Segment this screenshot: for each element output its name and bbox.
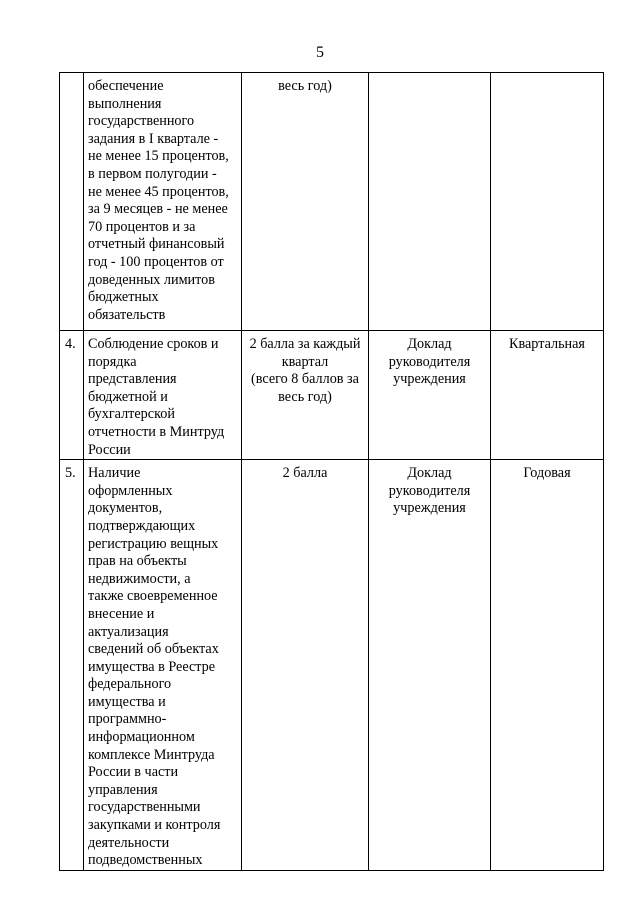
cell-text-line: деятельности (88, 834, 170, 851)
cell-text-line: имущества в Реестре (88, 658, 216, 675)
cell-text-line: учреждения (393, 371, 466, 388)
cell-text-line: государственного (88, 113, 195, 130)
cell-text-line: имущества и (88, 693, 166, 710)
cell-text-line: внесение и (88, 605, 155, 622)
cell-text-line: также своевременное (88, 588, 218, 605)
row-number-cell (60, 73, 84, 331)
table-row (60, 460, 604, 871)
cell-text-line: доведенных лимитов (88, 271, 215, 288)
periodicity-cell (491, 331, 604, 460)
score-cell (242, 331, 369, 460)
cell-text-line: Соблюдение сроков и (88, 336, 219, 352)
cell-text-line: Квартальная (509, 336, 585, 352)
cell-text-line: России (88, 441, 131, 458)
table-row (60, 73, 604, 331)
cell-text-line: государственными (88, 799, 201, 816)
cell-text-line: отчетный финансовый (88, 236, 225, 253)
cell-text-line: руководителя (388, 353, 471, 370)
cell-text-line: 70 процентов и за (88, 218, 196, 235)
cell-text-line: 2 балла за каждый (249, 336, 361, 352)
cell-text-line: оформленных (88, 482, 173, 499)
cell-text-line: 2 балла (282, 465, 328, 482)
cell-text (65, 73, 83, 78)
cell-text-line: учреждения (393, 500, 466, 517)
cell-text-line: руководителя (388, 482, 471, 499)
cell-text-line: подтверждающих (88, 517, 196, 534)
cell-text-line: весь год) (278, 388, 332, 405)
cell-text-line: управления (88, 781, 158, 798)
cell-text-line: программно- (88, 711, 167, 728)
cell-text-line: сведений об объектах (88, 641, 219, 658)
cell-text-line: не менее 15 процентов, (88, 148, 229, 165)
supporting-document-cell (369, 460, 491, 871)
page-number: 5 (316, 44, 324, 61)
cell-text-line: документов, (88, 500, 163, 517)
table-row (60, 331, 604, 460)
cell-text-line: Доклад (407, 336, 452, 352)
cell-text-line: Доклад (407, 465, 452, 482)
cell-text: 5. (65, 465, 76, 482)
cell-text-line: прав на объекты (88, 553, 187, 570)
cell-text-line: регистрацию вещных (88, 535, 219, 552)
cell-text-line: порядка (88, 353, 137, 370)
cell-text-line: закупками и контроля (88, 817, 221, 834)
criterion-description-cell (84, 460, 242, 871)
cell-text-line: комплексе Минтруда (88, 746, 215, 763)
cell-text-line: бюджетной и (88, 388, 168, 405)
cell-text-line: федерального (88, 676, 172, 693)
cell-text-line: обязательств (88, 306, 166, 323)
row-number-cell (60, 331, 84, 460)
cell-text-line: не менее 45 процентов, (88, 183, 229, 200)
cell-text-line: России в части (88, 764, 179, 781)
cell-text-line: Годовая (523, 465, 571, 482)
score-cell (242, 73, 369, 331)
cell-text-line: задания в I квартале - (88, 130, 219, 147)
cell-text-line: информационном (88, 729, 195, 746)
criterion-description-cell (84, 73, 242, 331)
cell-text-line: Наличие (88, 465, 141, 482)
cell-text-line: год - 100 процентов от (88, 253, 224, 270)
cell-text-line: (всего 8 баллов за (251, 371, 359, 388)
score-cell (242, 460, 369, 871)
cell-text-line: подведомственных (88, 852, 203, 869)
periodicity-cell (491, 460, 604, 871)
supporting-document-cell (369, 331, 491, 460)
cell-text: 4. (65, 336, 76, 352)
criteria-table (59, 72, 604, 871)
cell-text-line: бухгалтерской (88, 406, 175, 423)
supporting-document-cell (369, 73, 491, 331)
cell-text-line: обеспечение (88, 78, 164, 94)
cell-text-line: отчетности в Минтруд (88, 423, 225, 440)
cell-text-line: весь год) (278, 78, 332, 94)
row-number-cell (60, 460, 84, 871)
criterion-description-cell (84, 331, 242, 460)
cell-text-line: за 9 месяцев - не менее (88, 201, 228, 218)
periodicity-cell (491, 73, 604, 331)
cell-text-line: представления (88, 371, 177, 388)
cell-text-line: выполнения (88, 95, 162, 112)
cell-text-line: в первом полугодии - (88, 165, 217, 182)
cell-text-line: актуализация (88, 623, 169, 640)
cell-text-line: бюджетных (88, 289, 159, 306)
cell-text-line: недвижимости, а (88, 570, 191, 587)
cell-text-line: квартал (281, 353, 329, 370)
